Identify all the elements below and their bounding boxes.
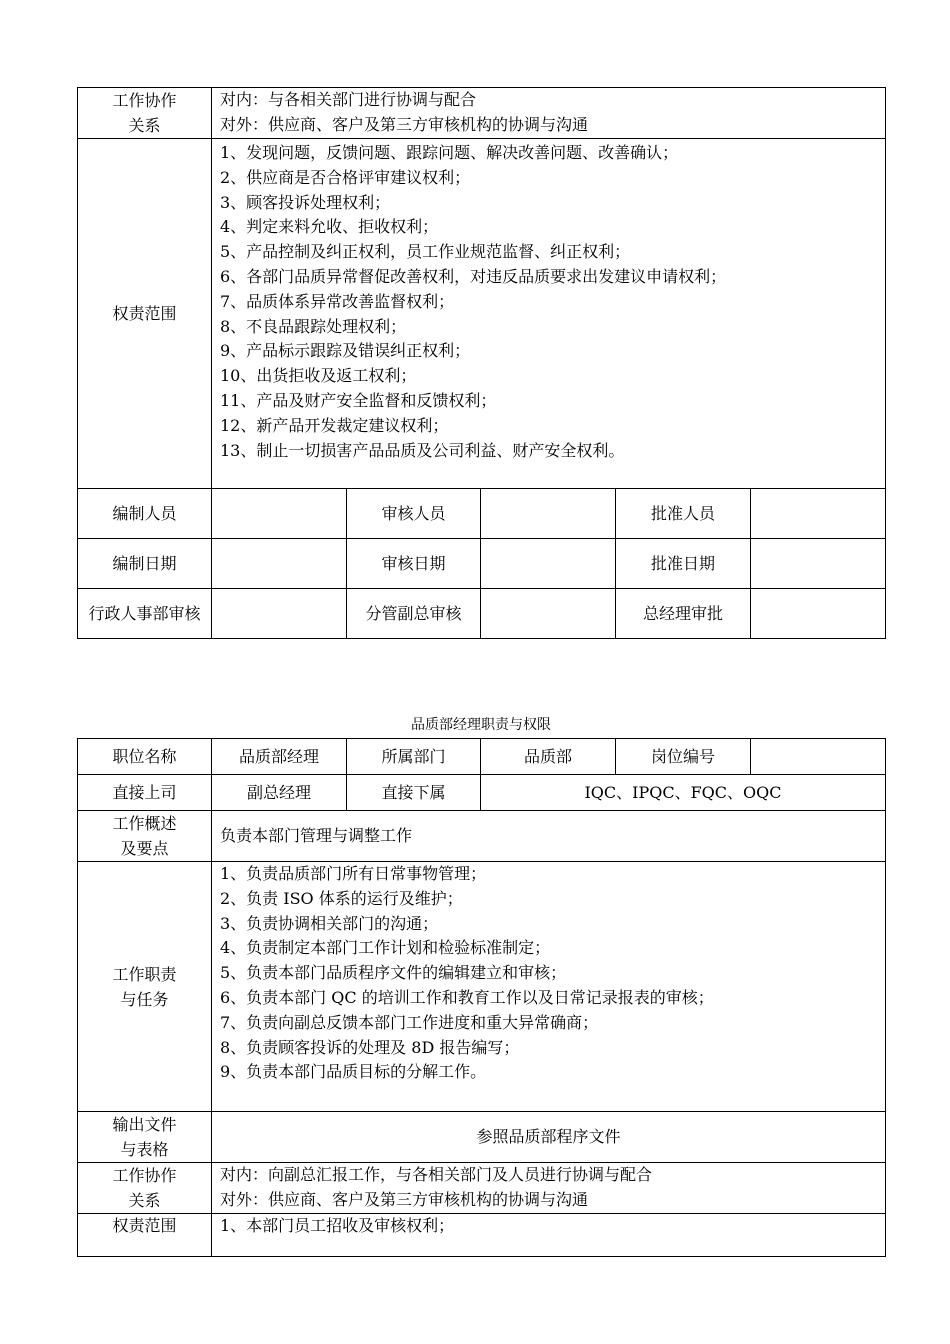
review-date-label: 审核日期 [347,539,481,589]
authority-item: 5、产品控制及纠正权利，员工作业规范监督、纠正权利； [220,242,631,262]
output-label: 输出文件 与表格 [78,1112,212,1163]
authority-item: 8、不良品跟踪处理权利； [220,316,407,336]
duty-item: 7、负责向副总反馈本部门工作进度和重大异常确商； [220,1012,599,1032]
approve-date-label: 批准日期 [616,539,751,589]
table-caption: 品质部经理职责与权限 [411,717,551,733]
authority-label: 权责范围 [78,139,212,489]
quality-manager-table [77,738,886,1257]
authority-item: 6、各部门品质异常督促改善权利，对违反品质要求出发建议申请权利； [220,266,727,286]
duty-item: 3、负责协调相关部门的沟通； [220,913,439,933]
prep-date-field[interactable] [212,539,347,589]
authority-item: 9、产品标示跟踪及错误纠正权利； [220,341,471,361]
authority-item: 4、判定来料允收、拒收权利； [220,217,439,237]
approver-label: 批准人员 [616,489,751,539]
subordinates-value: IQC、IPQC、FQC、OQC [481,775,886,811]
supervisor-value: 副总经理 [212,775,347,811]
supervisor-label: 直接上司 [78,775,212,811]
subordinates-label: 直接下属 [347,775,481,811]
hr-review-label: 行政人事部审核 [78,589,212,639]
position-name-label: 职位名称 [78,739,212,775]
output-value: 参照品质部程序文件 [212,1112,886,1163]
vp-review-label: 分管副总审核 [347,589,481,639]
authority-item: 11、产品及财产安全监督和反馈权利； [220,390,497,410]
authority-item: 2、供应商是否合格评审建议权利； [220,167,471,187]
gm-approve-field[interactable] [751,589,886,639]
department-value: 品质部 [481,739,616,775]
duties-label: 工作职责 与任务 [78,862,212,1112]
position-name-value: 品质部经理 [212,739,347,775]
cooperation-internal: 对内：与各相关部门进行协调与配合 [220,90,477,110]
duty-item: 2、负责 ISO 体系的运行及维护； [220,888,463,908]
gm-approve-label: 总经理审批 [616,589,751,639]
preparer-label: 编制人员 [78,489,212,539]
cooperation-label: 工作协作 关系 [78,88,212,139]
authority2-list [212,1214,886,1257]
approver-field[interactable] [751,489,886,539]
authority-item: 7、品质体系异常改善监督权利； [220,291,455,311]
duty-item: 5、负责本部门品质程序文件的编辑建立和审核； [220,963,567,983]
reviewer-label: 审核人员 [347,489,481,539]
cooperation2-label: 工作协作 关系 [78,1163,212,1214]
cooperation2-content [212,1163,886,1214]
duty-item: 1、负责品质部门所有日常事物管理； [220,864,487,883]
authority-item: 3、顾客投诉处理权利； [220,192,391,212]
authority-item: 12、新产品开发裁定建议权利； [220,415,449,435]
authority-item: 10、出货拒收及返工权利； [220,366,417,386]
position-no-value[interactable] [751,739,886,775]
authority-item: 1、发现问题，反馈问题、跟踪问题、解决改善问题、改善确认； [220,143,679,162]
position-no-label: 岗位编号 [616,739,751,775]
preparer-field[interactable] [212,489,347,539]
cooperation-external: 对外：供应商、客户及第三方审核机构的协调与沟通 [220,115,589,134]
summary-value: 负责本部门管理与调整工作 [212,811,886,862]
prep-date-label: 编制日期 [78,539,212,589]
duties-list [212,862,886,1112]
cooperation-content [212,88,886,139]
hr-review-field[interactable] [212,589,347,639]
department-label: 所属部门 [347,739,481,775]
responsibility-table-continued [77,87,886,639]
approve-date-field[interactable] [751,539,886,589]
authority2-label: 权责范围 [78,1214,212,1257]
summary-label: 工作概述 及要点 [78,811,212,862]
cooperation2-external: 对外：供应商、客户及第三方审核机构的协调与沟通 [220,1190,589,1209]
duty-item: 9、负责本部门品质目标的分解工作。 [220,1062,487,1082]
duty-item: 4、负责制定本部门工作计划和检验标准制定； [220,938,551,958]
review-date-field[interactable] [481,539,616,589]
cooperation2-internal: 对内：向副总汇报工作，与各相关部门及人员进行协调与配合 [220,1165,653,1185]
authority2-item: 1、本部门员工招收及审核权利； [220,1216,455,1235]
duty-item: 6、负责本部门 QC 的培训工作和教育工作以及日常记录报表的审核； [220,987,714,1007]
reviewer-field[interactable] [481,489,616,539]
authority-list [212,139,886,489]
vp-review-field[interactable] [481,589,616,639]
duty-item: 8、负责顾客投诉的处理及 8D 报告编写； [220,1037,520,1057]
authority-item: 13、制止一切损害产品品质及公司利益、财产安全权利。 [220,440,625,460]
